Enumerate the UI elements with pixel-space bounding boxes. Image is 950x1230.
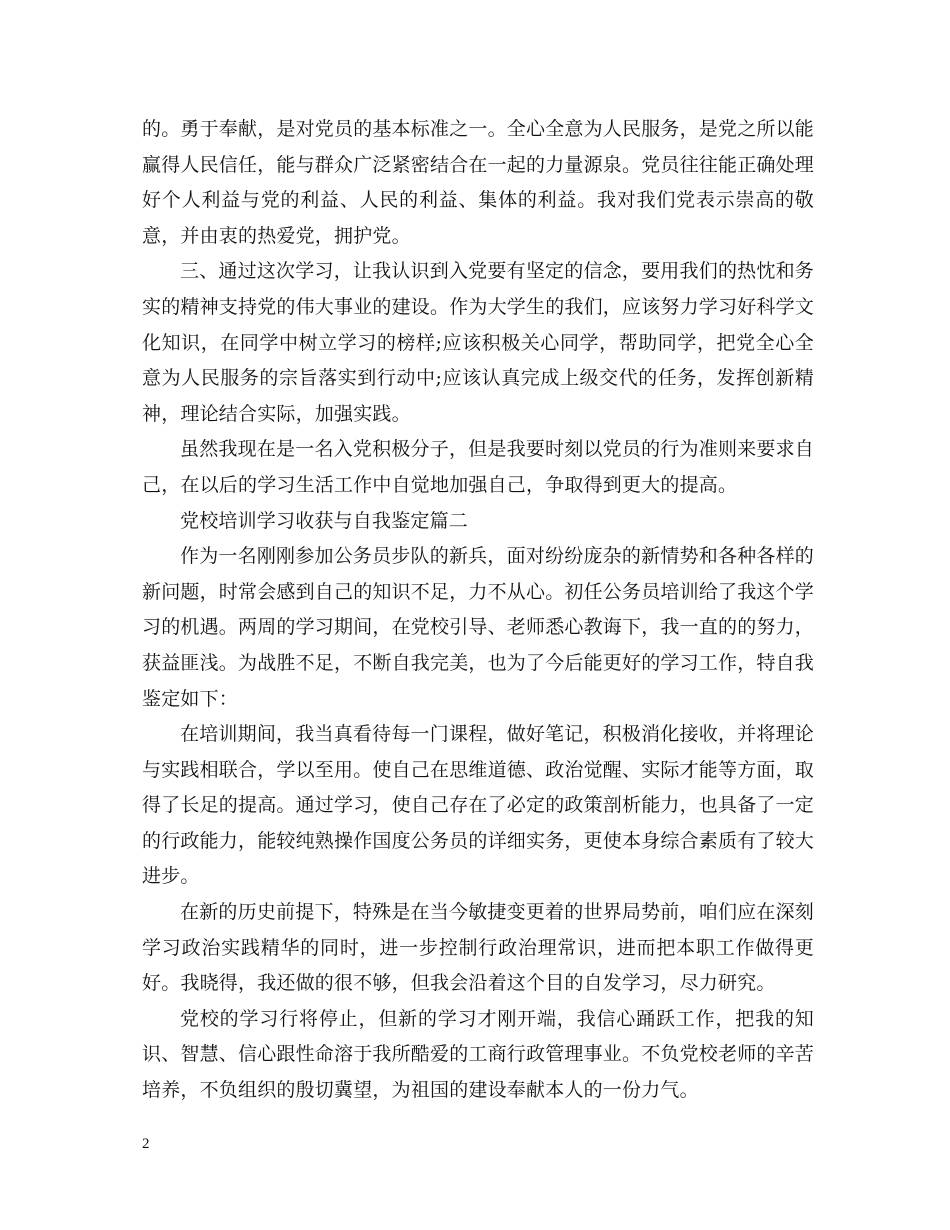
paragraph-7: 在新的历史前提下，特殊是在当今敏捷变更着的世界局势前，咱们应在深刻学习政治实践精华的同时，进一步控制行政治理常识，进而把本职工作做得更好。我晓得，我还做的很不够，但我会沿着这个目的自发学习，尽力研究。 [142,901,814,995]
paragraph-1: 的。勇于奉献，是对党员的基本标准之一。全心全意为人民服务，是党之所以能赢得人民信任，能与群众广泛紧密结合在一起的力量源泉。党员往往能正确处理好个人利益与党的利益、人民的利益、集体的利益。我对我们党表示崇高的敬意，并由衷的热爱党，拥护党。 [142,118,815,247]
paragraph-5: 作为一名刚刚参加公务员步队的新兵，面对纷纷庞杂的新情势和各种各样的新问题，时常会感到自己的知识不足，力不从心。初任公务员培训给了我这个学习的机遇。两周的学习期间，在党校引导、老师悉心教诲下，我一直的的努力，获益匪浅。为战胜不足，不断自我完美，也为了今后能更好的学习工作，特自我鉴定如下： [142,545,815,710]
section-heading: 党校培训学习收获与自我鉴定篇二 [180,509,469,532]
document-body [142,112,814,1109]
paragraph-2: 三、通过这次学习，让我认识到入党要有坚定的信念，要用我们的热忱和务实的精神支持党的伟大事业的建设。作为大学生的我们，应该努力学习好科学文化知识，在同学中树立学习的榜样;应该积极关心同学，帮助同学，把党全心全意为人民服务的宗旨落实到行动中;应该认真完成上级交代的任务，发挥创新精神，理论结合实际，加强实践。 [142,260,815,425]
page-number: 2 [142,1136,150,1152]
paragraph-8: 党校的学习行将停止，但新的学习才刚开端，我信心踊跃工作，把我的知识、智慧、信心跟性命溶于我所酷爱的工商行政管理事业。不负党校老师的辛苦培养，不负组织的殷切冀望，为祖国的建设奉献本人的一份力气。 [142,1007,815,1102]
paragraph-6: 在培训期间，我当真看待每一门课程，做好笔记，积极消化接收，并将理论与实践相联合，学以至用。使自己在思维道德、政治觉醒、实际才能等方面，取得了长足的提高。通过学习，使自己存在了必定的政策剖析能力，也具备了一定的行政能力，能较纯熟操作国度公务员的详细实务，更使本身综合素质有了较大进步。 [142,723,815,888]
paragraph-3: 虽然我现在是一名入党积极分子，但是我要时刻以党员的行为准则来要求自己，在以后的学习生活工作中自觉地加强自己，争取得到更大的提高。 [142,438,814,496]
